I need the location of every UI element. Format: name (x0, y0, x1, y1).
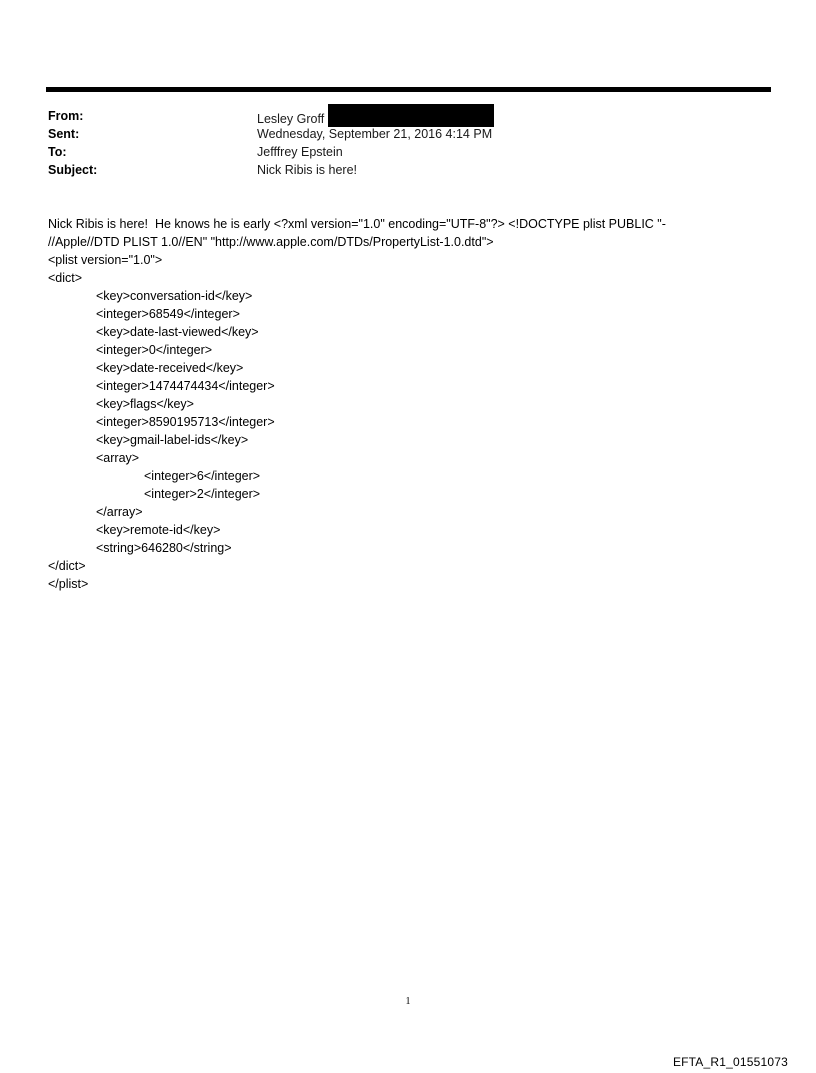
body-line: <key>date-received</key> (96, 361, 244, 375)
subject-row (48, 161, 768, 179)
body-line: </array> (96, 505, 143, 519)
subject-label: Subject: (48, 163, 98, 177)
document-id: EFTA_R1_01551073 (672, 1055, 788, 1069)
body-line: <integer>6</integer> (144, 469, 261, 483)
body-line: //Apple//DTD PLIST 1.0//EN" "http://www.apple.com/DTDs/PropertyList-1.0.dtd"> (48, 235, 494, 249)
sent-row (48, 125, 768, 143)
sent-label: Sent: (48, 127, 80, 141)
from-row (48, 107, 768, 125)
body-line: </dict> (48, 559, 86, 573)
body-line: <key>gmail-label-ids</key> (96, 433, 249, 447)
to-label: To: (48, 145, 67, 159)
body-line: <integer>0</integer> (96, 343, 213, 357)
body-line: Nick Ribis is here! He knows he is early <?xml version="1.0" encoding="UTF-8"?> <!DOCTYPE plist PUBLIC "- (48, 217, 666, 231)
body-line: <key>conversation-id</key> (96, 289, 253, 303)
to-row (48, 143, 768, 161)
body-line: <key>flags</key> (96, 397, 194, 411)
page-number: 1 (405, 996, 411, 1007)
body-line: <key>date-last-viewed</key> (96, 325, 259, 339)
subject-value: Nick Ribis is here! (257, 163, 358, 177)
email-header (48, 107, 768, 179)
body-line: <array> (96, 451, 140, 465)
body-line: <integer>1474474434</integer> (96, 379, 275, 393)
sender-name: Lesley Groff (257, 111, 325, 126)
body-line: <integer>68549</integer> (96, 307, 240, 321)
to-value: Jefffrey Epstein (257, 145, 343, 159)
body-line: </plist> (48, 577, 89, 591)
body-line: <dict> (48, 271, 83, 285)
body-line: <integer>2</integer> (144, 487, 261, 501)
sent-value: Wednesday, September 21, 2016 4:14 PM (257, 127, 493, 141)
body-line: <integer>8590195713</integer> (96, 415, 275, 429)
from-label: From: (48, 109, 84, 123)
redaction-block (328, 104, 494, 127)
body-line: <key>remote-id</key> (96, 523, 221, 537)
email-body (48, 215, 748, 593)
body-line: <string>646280</string> (96, 541, 232, 555)
body-line: <plist version="1.0"> (48, 253, 163, 267)
header-divider (46, 87, 771, 92)
